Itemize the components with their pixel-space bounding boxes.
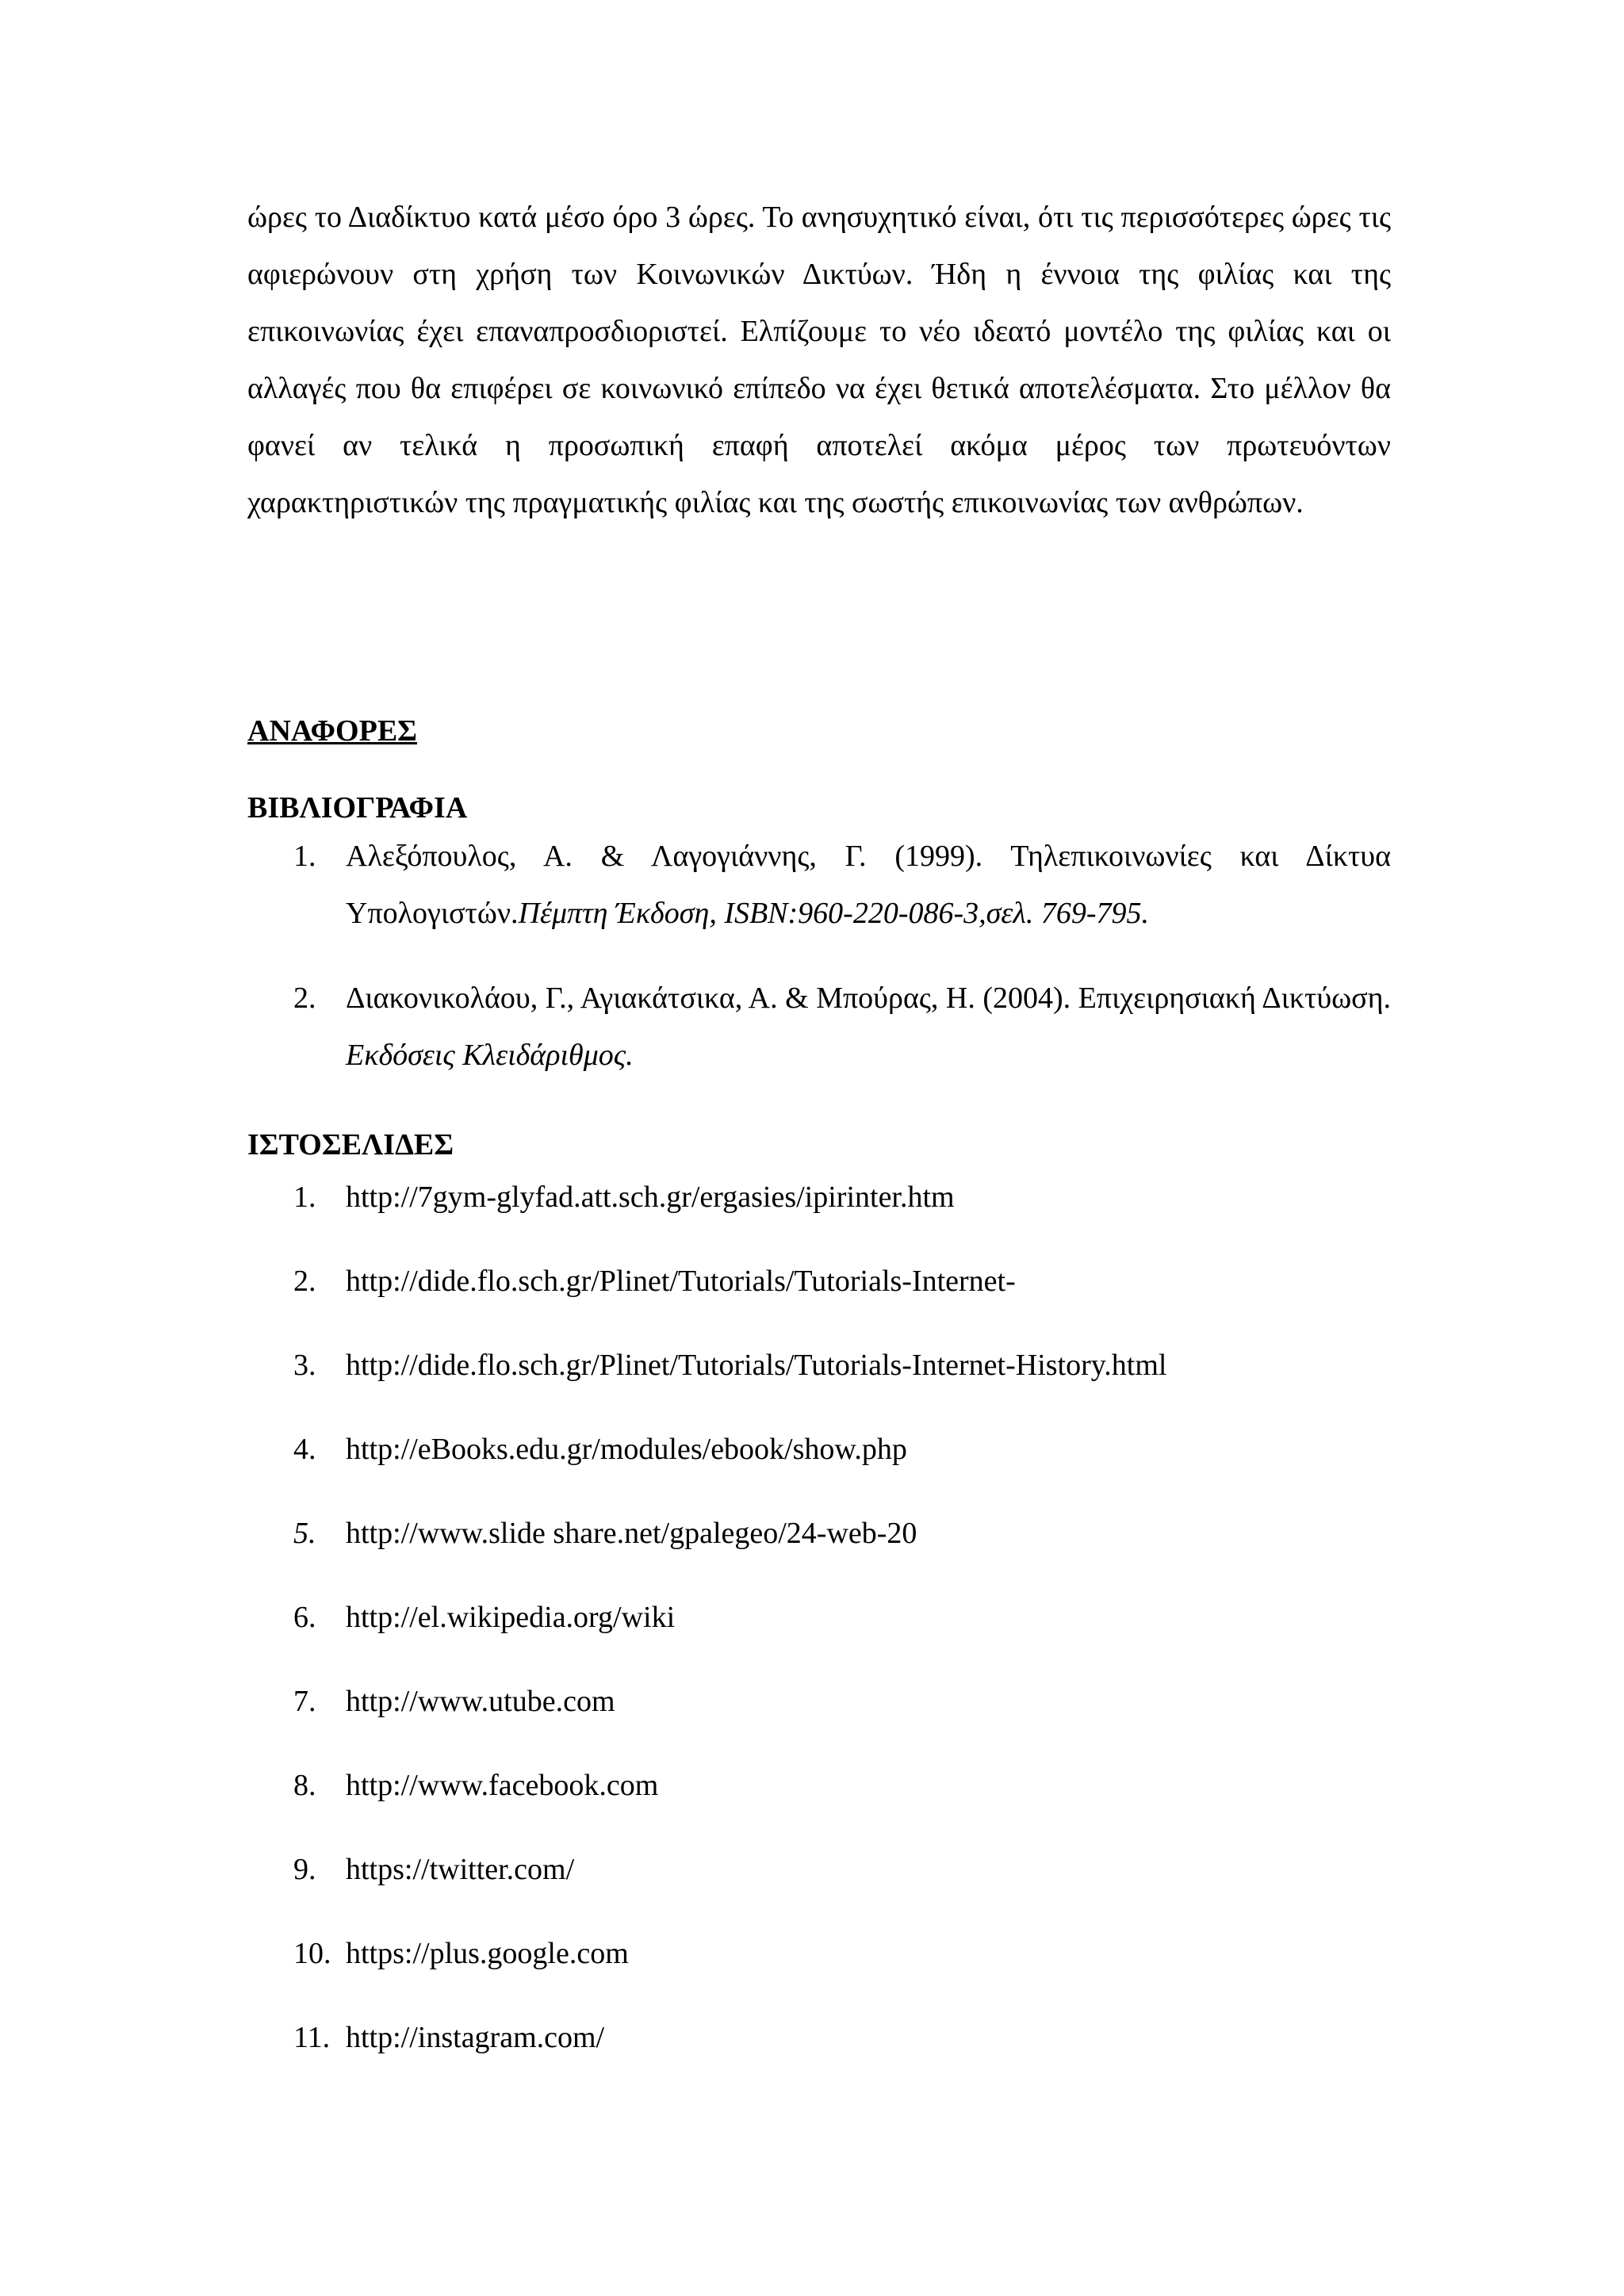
bibliography-item — [293, 828, 1391, 942]
website-item — [293, 2019, 604, 2057]
website-item — [293, 1262, 1016, 1300]
website-url[interactable]: http://eBooks.edu.gr/modules/ebook/show.php — [346, 1433, 907, 1466]
bibliography-item-main: Αλεξόπουλος, Α. & Λαγογιάννης, Γ. (1999). Τηλεπικοινωνίες και Δίκτυα Υπολογιστών. — [346, 840, 1391, 930]
website-url[interactable]: https://plus.google.com — [346, 1937, 629, 1970]
website-item — [293, 1934, 629, 1973]
bibliography-item-italic: Εκδόσεις Κλειδάριθμος. — [346, 1039, 634, 1072]
website-url[interactable]: http://www.utube.com — [346, 1685, 615, 1718]
bibliography-heading: ΒΙΒΛΙΟΓΡΑΦΙΑ — [247, 791, 468, 825]
website-url[interactable]: http://7gym-glyfad.att.sch.gr/ergasies/ipirinter.htm — [346, 1181, 955, 1214]
bibliography-item-number: 2. — [293, 982, 316, 1015]
website-item — [293, 1178, 955, 1216]
website-item-number: 9. — [293, 1853, 316, 1886]
website-item-number: 2. — [293, 1265, 316, 1298]
website-url[interactable]: http://instagram.com/ — [346, 2021, 605, 2054]
bibliography-item-text — [346, 828, 1391, 942]
website-item — [293, 1682, 615, 1720]
website-item-number: 3. — [293, 1349, 316, 1382]
bibliography-item-text — [346, 970, 1391, 1084]
website-item-number: 6. — [293, 1601, 316, 1634]
website-item — [293, 1514, 917, 1552]
websites-heading: ΙΣΤΟΣΕΛΙΔΕΣ — [247, 1128, 454, 1161]
website-item — [293, 1850, 574, 1888]
body-paragraph: ώρες το Διαδίκτυο κατά μέσο όρο 3 ώρες. Το ανησυχητικό είναι, ότι τις περισσότερες ώρες τις αφιερώνουν στη χρήση των Κοινωνικών Δικτύων. Ήδη η έννοια της φιλίας και της επικοινωνίας έχει επαναπροσδιοριστεί. Ελπίζουμε το νέο ιδεατό μοντέλο της φιλίας και οι αλλαγές που θα επιφέρει σε κοινωνικό επίπεδο να έχει θετικά αποτελέσματα. Στο μέλλον θα φανεί αν τελικά η προσωπική επαφή αποτελεί ακόμα μέρος των πρωτευόντων χαρακτηριστικών της πραγματικής φιλίας και της σωστής επικοινωνίας των ανθρώπων. — [247, 201, 1391, 519]
bibliography-item — [293, 970, 1391, 1084]
website-item-number: 5. — [293, 1517, 316, 1550]
website-item-number: 4. — [293, 1433, 316, 1466]
website-item — [293, 1766, 658, 1804]
bibliography-item-main: Διακονικολάου, Γ., Αγιακάτσικα, Α. & Μπούρας, Η. (2004). Επιχειρησιακή Δικτύωση. — [346, 982, 1391, 1015]
website-url[interactable]: http://dide.flo.sch.gr/Plinet/Tutorials/Tutorials-Internet- — [346, 1265, 1016, 1298]
website-item-number: 1. — [293, 1181, 316, 1214]
website-item — [293, 1430, 907, 1468]
website-item-number: 7. — [293, 1685, 316, 1718]
website-url[interactable]: http://www.facebook.com — [346, 1769, 659, 1802]
references-heading: ΑΝΑΦΟΡΕΣ — [247, 714, 418, 748]
website-item-number: 10. — [293, 1937, 331, 1970]
website-url[interactable]: http://dide.flo.sch.gr/Plinet/Tutorials/Tutorials-Internet-History.html — [346, 1349, 1167, 1382]
website-item-number: 8. — [293, 1769, 316, 1802]
website-item — [293, 1346, 1166, 1384]
bibliography-item-number: 1. — [293, 840, 316, 873]
website-url[interactable]: http://www.slide share.net/gpalegeo/24-web-20 — [346, 1517, 917, 1550]
website-url[interactable]: https://twitter.com/ — [346, 1853, 575, 1886]
bibliography-item-italic: Πέμπτη Έκδοση, ISBN:960-220-086-3,σελ. 769-795. — [518, 897, 1149, 930]
website-item — [293, 1598, 675, 1636]
website-url[interactable]: http://el.wikipedia.org/wiki — [346, 1601, 676, 1634]
website-item-number: 11. — [293, 2021, 331, 2054]
